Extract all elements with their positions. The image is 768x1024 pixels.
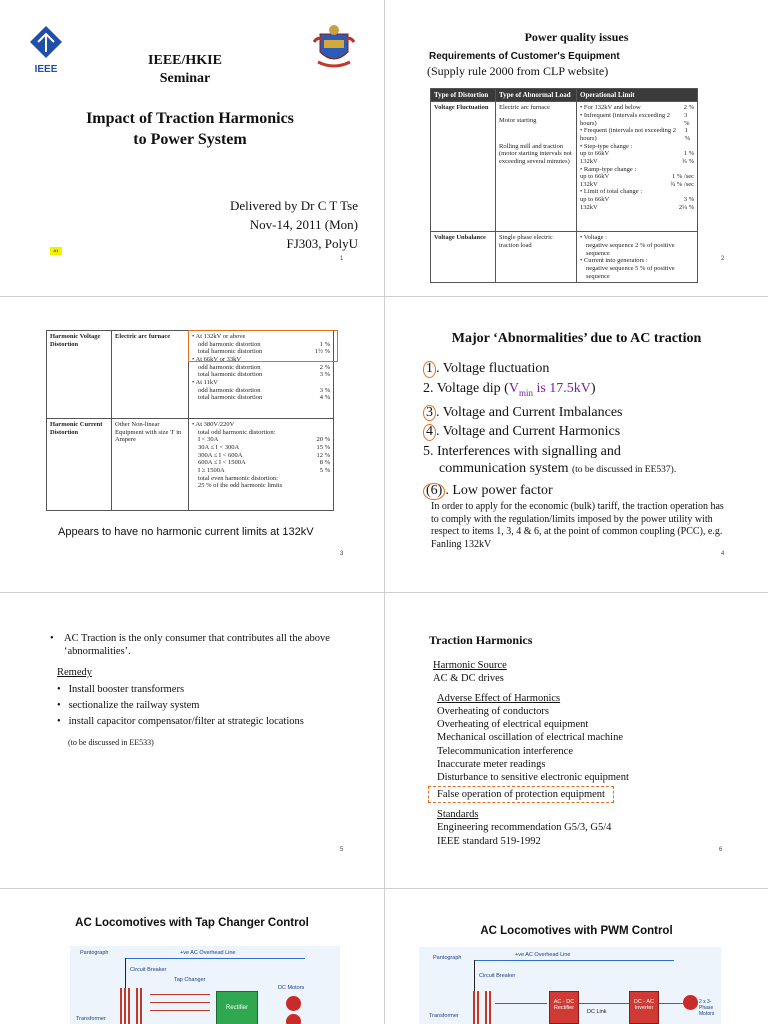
limit-line [580,127,694,142]
limit-value: 2 % [319,363,330,371]
table-cell: Voltage Unbalance [431,232,496,283]
limit-label: • At 66kV or 33kV [192,355,242,363]
list-item: 4 . Voltage and Current Harmonics [423,422,676,442]
overhead-line-label: +ve AC Overhead Line [515,952,571,958]
list-item: 1 . Voltage fluctuation [423,359,676,379]
slide-3 [0,297,384,592]
page-number: 2 [721,256,725,262]
dc-link-label: DC Link [587,1009,607,1015]
limit-line [580,143,694,151]
table-cell: Harmonic Current Distortion [47,419,112,511]
vmin-subscript: min [518,387,533,398]
limit-line: • Current into generators : [580,257,648,265]
abnormality-list [423,359,676,501]
slide-6 [385,593,768,888]
list-item: • Install booster transformers [57,684,185,695]
section-item: AC & DC drives [433,673,504,685]
bullet-point: • AC Traction is the only consumer that contributes all the above ‘abnormalities’. [50,632,340,658]
transformer-coil [136,988,138,1024]
dc-motor-icon [286,996,301,1011]
limit-label: • At 132kV or above [192,333,246,340]
limit-line: • Voltage : [580,234,607,242]
motor-wire [659,1003,683,1004]
limit-line [580,166,694,174]
limit-value: 5 % [319,466,330,474]
limit-label: odd harmonic distortion [198,386,261,394]
list-item [423,442,676,462]
title-line-2: to Power System [133,131,247,148]
limit-value: 2 % [683,104,694,112]
limit-value: 1 % [319,340,330,348]
transformer-label: Transformer [429,1013,459,1019]
presenter: Delivered by Dr C T Tse [230,198,358,213]
limit-line [192,467,330,475]
limit-label: odd harmonic distortion [198,340,261,348]
slide-5 [0,593,384,888]
limit-line [192,371,330,379]
event-name: Seminar [159,71,211,86]
limit-label: total even harmonic distortion: [198,474,278,482]
harmonic-limits-table [46,330,334,511]
remedy-text: Install booster transformers [68,684,185,695]
transformer-coil [477,991,479,1024]
page-number: 4 [721,551,725,557]
tap-wire [150,1010,210,1011]
list-item: • sectionalize the railway system [57,700,200,711]
slide-note: Appears to have no harmonic current limits at 132kV [58,526,314,538]
limit-value: ¾ % /sec [670,180,694,188]
effect-item: Mechanical oscillation of electrical machine [437,732,623,744]
slide-title: AC Locomotives with PWM Control [480,925,673,937]
limit-label: total odd harmonic distortion: [198,428,276,436]
list-item: (6) . Low power factor [423,481,676,501]
page-number: 3 [340,551,344,557]
motors-label: 2 x 3-Phase Motors [699,999,715,1017]
table-header: Type of Distortion [431,89,496,102]
limit-label: up to 66kV [580,173,610,181]
limit-line: negative sequence 2 % of positive sequence [586,241,675,257]
table-cell: Harmonic Voltage Distortion [47,331,112,419]
limit-value: 3 % [319,386,330,394]
transformer-coil [485,991,487,1024]
slide-4 [385,297,768,592]
pantograph-label: Pantograph [80,950,109,956]
limit-label: 132kV [580,180,598,188]
page-number: 6 [719,847,723,853]
remedy-text: sectionalize the railway system [68,700,200,711]
limit-label: • At 11kV [192,378,218,386]
limit-label: up to 66kV [580,196,610,204]
item-number: 5. [423,443,434,459]
limit-value: 1 % /sec [671,173,694,181]
item-number: 1 [423,361,436,378]
rectifier-box: Rectifier [216,991,258,1024]
overhead-line [474,960,674,961]
ieee-logo [28,24,64,76]
transformer-coil [128,988,130,1024]
limit-value: 1½ % [314,348,330,356]
overhead-line [125,958,305,959]
limit-label: total harmonic distortion [198,394,263,402]
table-cell [577,102,698,232]
dc-motor-icon [286,1014,301,1024]
limit-label: • For 132kV and below [580,104,641,112]
tariff-paragraph: In order to apply for the economic (bulk) tariff, the traction operation has to comply with the regulation/limits imposed by the power utility with respect to items 1, 3, 4 & 6, at the point of common coupling (PCC), e.g. Fanling 132kV [431,501,724,550]
remedy-text: install capacitor compensator/filter at strategic locations [68,716,304,727]
section-heading: Standards [437,808,479,820]
ac-motor-icon [683,995,698,1010]
slide-2 [385,0,768,296]
pwm-diagram [419,947,721,1024]
slide-title: Major ‘Abnormalities’ due to AC traction [451,331,702,346]
ac-wire [495,1003,547,1004]
limit-value: 2¼ % [678,203,694,211]
limit-list [192,421,330,490]
table-cell: Single phase electric traction load [496,232,577,283]
list-item: 3 . Voltage and Current Imbalances [423,403,676,423]
item-text: Voltage and Current Harmonics [442,424,621,440]
effects-list [433,705,629,785]
limit-value: 8 % [319,459,330,467]
remedy-heading: Remedy [57,667,92,678]
table-cell [577,232,698,283]
table-header: Operational Limit [577,89,698,102]
breaker-label: Circuit Breaker [479,973,516,979]
slide-title: Power quality issues [524,30,629,44]
limit-label: 30A ≤ I < 300A [198,443,240,451]
limit-line [192,444,330,452]
load-item: Electric arc furnace [499,104,550,112]
item-text: ) [590,380,596,396]
item-number: 2. [423,380,434,396]
limit-label: 132kV [580,203,598,211]
tap-wire [150,1002,210,1003]
limit-line [192,379,330,387]
bullet-text: AC Traction is the only consumer that contributes all the above ‘abnormalities’. [64,633,330,657]
effect-item: Telecommunication interference [437,745,573,757]
title-line-1: Impact of Traction Harmonics [86,110,294,127]
limit-label: 600A ≤ I < 1500A [198,459,246,467]
item-text: Voltage and Current Imbalances [442,404,623,420]
table-cell: Voltage Fluctuation [431,102,496,232]
slide-1 [0,0,384,296]
load-item: Rolling mill and traction (motor starting intervals not exceeding several minutes) [499,142,572,165]
limit-line [192,421,330,429]
limit-label: • At 380V/220V [192,421,235,428]
limit-line [580,181,694,189]
table-header: Type of Abnormal Load [496,89,577,102]
limit-list [580,104,694,211]
limit-line [192,475,330,483]
transformer-coil [120,988,122,1024]
transformer-coil [124,988,126,1024]
limit-label: 132kV [580,157,598,165]
transformer-coil [489,991,491,1024]
highlight-box [188,330,338,362]
limit-label: • Limit of total change : [580,188,643,196]
item-note: (to be discussed in EE537). [571,465,677,476]
limit-label: I ≥ 1500A [198,466,225,474]
limit-value: 15 % [316,443,330,451]
limit-value: ¾ % [682,157,694,165]
inverter-box: DC - AC Inverter [629,991,659,1024]
limit-label: • Frequent (intervals not exceeding 2 hours) [580,127,676,142]
item-text: Voltage fluctuation [442,361,550,376]
table-cell: Other Non-linear Equipment with size 'I' in Ampere [112,419,189,511]
limit-line [192,459,330,467]
transformer-coil [140,988,142,1024]
limit-label: odd harmonic distortion [198,363,261,371]
harmonics-content [433,659,629,848]
limit-value: 12 % [316,451,330,459]
dc-motors-label: DC Motors [278,985,305,991]
sticky-note[interactable]: A1 [50,247,62,255]
slide-title: Traction Harmonics [429,633,533,647]
slide-subtitle: Requirements of Customer's Equipment [429,51,620,62]
remedy-note: (to be discussed in EE533) [68,738,154,747]
limit-line [580,204,694,212]
limit-line [192,436,330,444]
limit-value: 3 % [319,371,330,379]
dc-wire [579,1003,629,1004]
slide-8 [385,889,768,1024]
section-heading: Harmonic Source [433,660,507,671]
table-cell [189,419,334,511]
effect-item: Inaccurate meter readings [437,759,546,771]
item-text: Voltage dip ( [436,380,509,396]
overhead-line-label: +ve AC Overhead Line [180,950,236,956]
item-number: 4 [423,424,436,441]
list-item [423,379,676,403]
page-number: 5 [340,847,344,853]
limit-line [192,482,330,490]
standard-item: Engineering recommendation G5/3, G5/4 [437,822,612,834]
limit-line [580,150,694,158]
org-name: IEEE/HKIE [148,53,222,68]
item-text: Interferences with signalling and [437,443,621,459]
vmin-symbol: V [508,380,519,396]
limit-line [580,173,694,181]
section-heading: Adverse Effect of Harmonics [437,692,561,704]
item-text: communication system [439,461,569,477]
supply-rules-table [430,88,698,283]
limit-label: up to 66kV [580,150,610,158]
slide-7 [0,889,384,1024]
effect-item: Disturbance to sensitive electronic equipment [437,772,629,784]
transformer-coil [473,991,475,1024]
list-item: • install capacitor compensator/filter at strategic locations [57,716,304,727]
item-number: (6) [423,483,445,500]
limit-line [192,364,330,372]
limit-value: 3 % [683,196,694,204]
date: Nov-14, 2011 (Mon) [249,217,358,232]
effect-item: Overheating of conductors [437,705,549,717]
hkie-crest-icon [312,22,356,72]
item-text: Low power factor [452,483,553,499]
limit-label: • Step-type change : [580,142,633,150]
limit-label: total harmonic distortion [198,348,263,356]
breaker-label: Circuit Breaker [130,967,167,973]
tap-changer-diagram [70,946,340,1024]
limit-label: • Infrequent (intervals exceeding 2 hours) [580,111,670,127]
table-cell [496,102,577,232]
load-item: Motor starting [499,116,537,124]
limit-value: 20 % [316,436,330,444]
limit-line [580,112,694,127]
vmin-value: is 17.5kV [532,380,591,396]
ieee-logo-text: IEEE [34,64,58,75]
rectifier-box: AC - DC Rectifier [549,991,579,1024]
limit-label: total harmonic distortion [198,371,263,379]
limit-value: 3 % [684,111,690,127]
limit-label: I < 30A [198,436,219,444]
page-number: 1 [340,256,344,262]
venue: FJ303, PolyU [286,236,358,251]
boxed-effect: False operation of protection equipment [428,786,614,803]
limit-value: 1 % [684,127,690,142]
limit-line [580,104,694,112]
table-cell: Electric arc furnace [112,331,189,419]
limit-label: • Ramp-type change : [580,165,637,173]
remedy-list [57,682,304,730]
tap-wire [150,994,210,995]
limit-line [192,387,330,395]
table-cell [189,331,334,419]
limit-line: negative sequence 5 % of positive sequence [586,264,675,280]
limit-line [580,188,694,196]
list-item-continued [423,461,676,478]
limit-line [580,158,694,166]
limit-value: 1 % [683,150,694,158]
source-note: (Supply rule 2000 from CLP website) [427,64,609,78]
limit-line [192,394,330,402]
effect-item: Overheating of electrical equipment [437,719,589,731]
transformer-label: Transformer [76,1016,106,1022]
tap-changer-label: Tap Changer [174,977,206,983]
limit-line [192,452,330,460]
pantograph-label: Pantograph [433,955,462,961]
standard-item: IEEE standard 519-1992 [437,835,541,847]
limit-line [580,196,694,204]
limit-value: 4 % [319,394,330,402]
limit-label: 25 % of the odd harmonic limits [198,482,283,490]
limit-line [192,429,330,437]
item-number: 3 [423,405,436,422]
limit-label: 300A ≤ I < 600A [198,451,243,459]
slide-title: AC Locomotives with Tap Changer Control [75,917,309,929]
